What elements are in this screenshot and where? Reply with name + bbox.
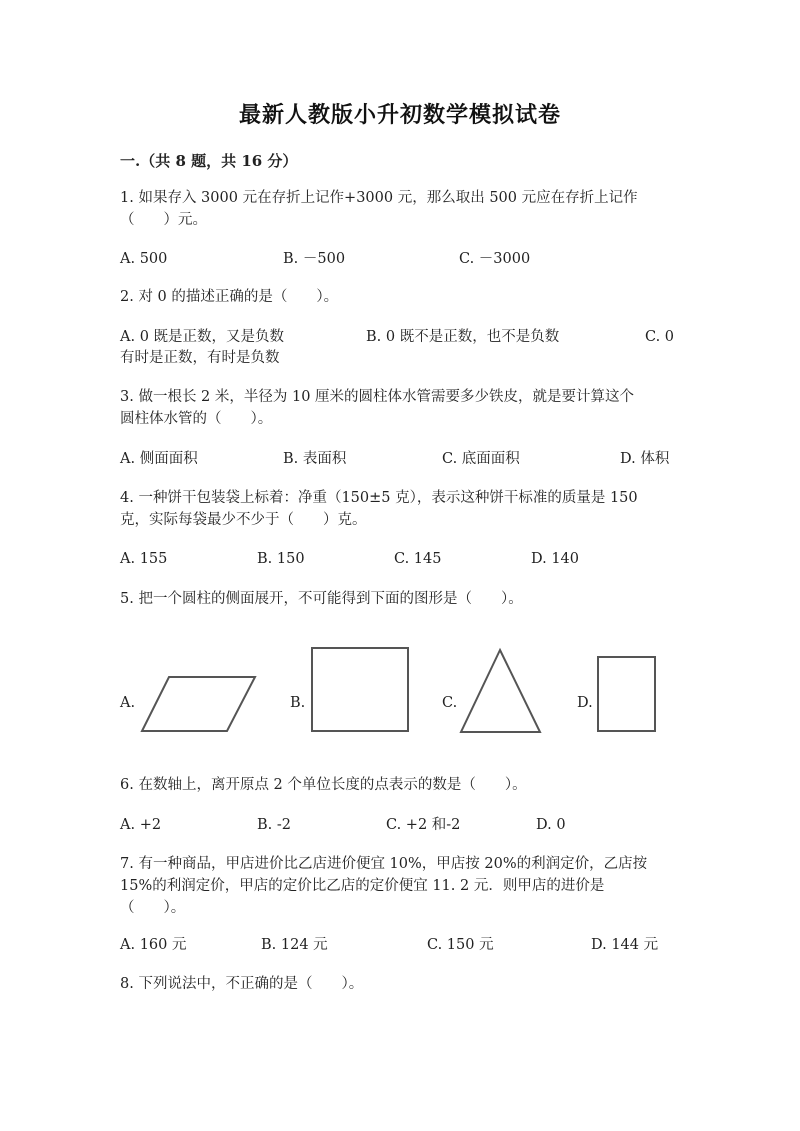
page-title: 最新人教版小升初数学模拟试卷 xyxy=(238,102,561,128)
question-1-option-a: A. 500 xyxy=(120,251,168,267)
question-7-option-d: D. 144 元 xyxy=(591,937,659,953)
question-7-option-a: A. 160 元 xyxy=(120,937,187,953)
question-5-option-c: C. xyxy=(442,695,458,711)
question-2-line-1: 2. 对 0 的描述正确的是（ ）。 xyxy=(120,289,339,305)
question-1-option-c: C. －3000 xyxy=(459,251,531,267)
question-6-line-1: 6. 在数轴上，离开原点 2 个单位长度的点表示的数是（ ）。 xyxy=(120,777,527,793)
question-7-option-c: C. 150 元 xyxy=(427,937,494,953)
question-6-option-b: B. -2 xyxy=(257,817,291,833)
question-3-option-c: C. 底面面积 xyxy=(442,451,520,467)
question-5-option-d: D. xyxy=(577,695,593,711)
question-4-option-d: D. 140 xyxy=(531,551,580,567)
question-7-line-2: 15%的利润定价，甲店的定价比乙店的定价便宜 11. 2 元．则甲店的进价是 xyxy=(120,878,605,894)
question-3-line-1: 3. 做一根长 2 米，半径为 10 厘米的圆柱体水管需要多少铁皮，就是要计算这个 xyxy=(120,389,635,405)
question-1-line-2: （ ）元。 xyxy=(120,212,207,228)
question-3-option-b: B. 表面积 xyxy=(283,451,347,467)
question-7-option-b: B. 124 元 xyxy=(261,937,328,953)
question-6-option-c: C. +2 和-2 xyxy=(386,817,461,833)
question-2-option-c: C. 0 xyxy=(645,329,675,345)
question-6-option-a: A. +2 xyxy=(120,817,162,833)
question-4-line-2: 克，实际每袋最少不少于（ ）克。 xyxy=(120,512,367,528)
question-4-option-b: B. 150 xyxy=(257,551,305,567)
question-5-option-b: B. xyxy=(290,695,306,711)
question-3-option-d: D. 体积 xyxy=(620,451,670,467)
question-8-line-1: 8. 下列说法中，不正确的是（ ）。 xyxy=(120,976,364,992)
question-2-option-a: A. 0 既是正数，又是负数 xyxy=(120,329,285,345)
question-7-line-1: 7. 有一种商品，甲店进价比乙店进价便宜 10%，甲店按 20%的利润定价，乙店按 xyxy=(120,856,648,872)
parallelogram-shape xyxy=(142,677,255,731)
question-7-line-3: （ ）。 xyxy=(120,900,186,916)
question-2-option-c-continued: 有时是正数，有时是负数 xyxy=(120,350,280,366)
question-6-option-d: D. 0 xyxy=(536,817,566,833)
question-4-line-1: 4. 一种饼干包装袋上标着：净重（150±5 克），表示这种饼干标准的质量是 150 xyxy=(120,490,638,506)
question-1-line-1: 1. 如果存入 3000 元在存折上记作+3000 元，那么取出 500 元应在存折上记作 xyxy=(120,190,638,206)
question-5-line-1: 5. 把一个圆柱的侧面展开，不可能得到下面的图形是（ ）。 xyxy=(120,591,523,607)
question-5-option-a: A. xyxy=(120,695,136,711)
question-3-option-a: A. 侧面面积 xyxy=(120,451,198,467)
triangle-shape xyxy=(461,650,540,732)
question-2-option-b: B. 0 既不是正数，也不是负数 xyxy=(366,329,560,345)
question-4-option-a: A. 155 xyxy=(120,551,168,567)
question-4-option-c: C. 145 xyxy=(394,551,442,567)
question-1-option-b: B. －500 xyxy=(283,251,346,267)
question-3-line-2: 圆柱体水管的（ ）。 xyxy=(120,411,273,427)
section-heading: 一.（共 8 题，共 16 分） xyxy=(120,152,298,170)
square-shape xyxy=(312,648,408,731)
rectangle-shape xyxy=(598,657,655,731)
